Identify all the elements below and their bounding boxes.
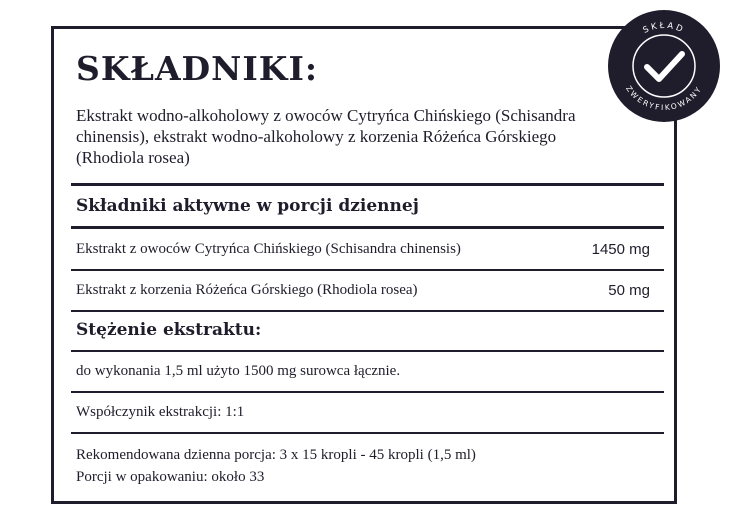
divider	[71, 310, 664, 312]
ingredients-heading: SKŁADNIKI:	[76, 49, 319, 88]
divider	[71, 226, 664, 229]
active-ingredients-title: Składniki aktywne w porcji dziennej	[76, 196, 419, 216]
divider	[71, 183, 664, 186]
ingredients-label	[51, 26, 677, 504]
concentration-title: Stężenie ekstraktu:	[76, 320, 262, 340]
extraction-ratio: Współczynik ekstrakcji: 1:1	[76, 404, 245, 420]
divider	[71, 350, 664, 352]
recommended-dose: Rekomendowana dzienna porcja: 3 x 15 kropli - 45 kropli (1,5 ml)	[76, 447, 476, 463]
composition-text: Ekstrakt wodno-alkoholowy z owoców Cytryńca Chińskiego (Schisandra chinensis), ekstrakt wodno-alkoholowy z korzenia Różeńca Górskiego (Rhodiola rosea)	[76, 106, 576, 167]
divider	[71, 391, 664, 393]
badge-top-text: SKŁAD	[641, 20, 687, 36]
divider	[71, 432, 664, 434]
ingredient-row-value: 50 mg	[608, 282, 650, 299]
divider	[71, 269, 664, 271]
concentration-text: do wykonania 1,5 ml użyto 1500 mg surowca łącznie.	[76, 363, 401, 379]
ingredient-row-name: Ekstrakt z korzenia Różeńca Górskiego (Rhodiola rosea)	[76, 282, 418, 298]
ingredient-row-name: Ekstrakt z owoców Cytryńca Chińskiego (Schisandra chinensis)	[76, 241, 461, 257]
verified-composition-badge	[606, 8, 722, 124]
ingredient-row-value: 1450 mg	[591, 241, 650, 258]
badge-bottom-text: ZWERYFIKOWANY	[624, 84, 704, 113]
servings-per-package: Porcji w opakowaniu: około 33	[76, 469, 265, 485]
